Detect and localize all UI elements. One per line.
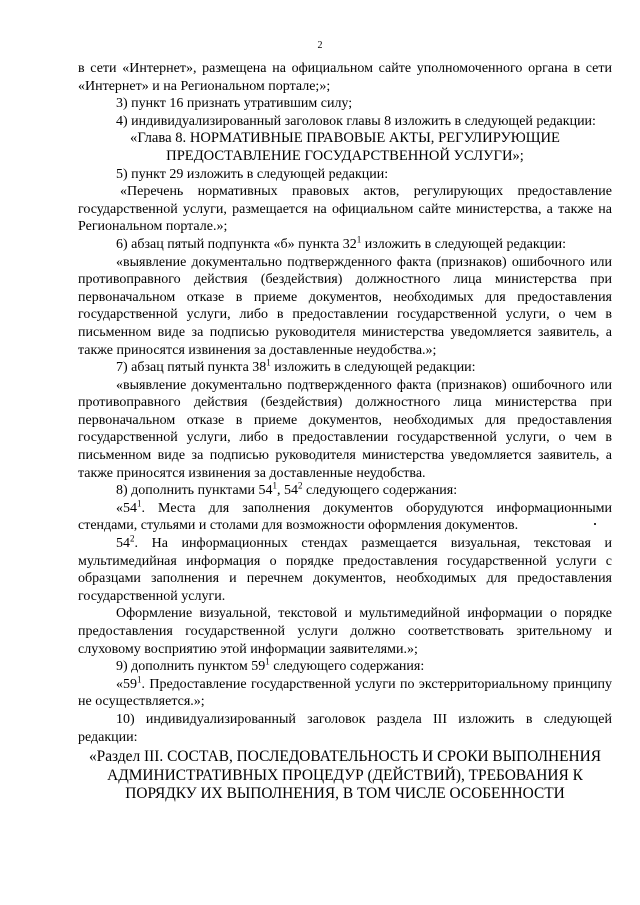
paragraph-item-59-1: «$59^1$. Предоставление государственной услуги по экстерриториальному принципу не осуществляется.»; bbox=[78, 674, 612, 710]
paragraph-item-8: 8) дополнить пунктами $54^1$, $54^2$ следующего содержания: bbox=[116, 480, 458, 499]
paragraph-item-5: 5) пункт 29 изложить в следующей редакции: bbox=[116, 166, 389, 182]
paragraph-item-6-quote: «выявление документально подтвержденного факта (признаков) ошибочного или противоправного действия (бездействия) должностного лица министерства при первоначальном отказе в приеме документов, необходимых для предоставления государственной услуги, либо в предоставлении государственной услуги, о чем в письменном виде за подписью руководителя министерства уведомляется заявитель, а также приносятся извинения за доставленные неудобства.»; bbox=[78, 254, 612, 358]
paragraph-item-5-quote: «Перечень нормативных правовых актов, регулирующих предоставление государственной услуги, размещается на официальном сайте министерства, а также на Региональном портале.»; bbox=[78, 184, 612, 235]
paragraph-item-6: 6) абзац пятый подпункта «б» пункта $32^1$ изложить в следующей редакции: bbox=[116, 234, 567, 252]
paragraph-design-info: Оформление визуальной, текстовой и мультимедийной информации о порядке предоставления государственной услуги должно соответствовать зрительному и слуховому восприятию этой информации заявителями.»; bbox=[78, 606, 612, 657]
paragraph-item-10: 10) индивидуализированный заголовок раздела III изложить в следующей редакции: bbox=[78, 711, 612, 745]
paragraph-continuation: в сети «Интернет», размещена на официальном сайте уполномоченного органа в сети «Интернет» и на Региональном портале;»; bbox=[78, 61, 612, 94]
paragraph-item-7-quote: «выявление документально подтвержденного факта (признаков) ошибочного или противоправного действия (бездействия) должностного лица министерства при первоначальном отказе в приеме документов, необходимых для предоставления государственной услуги, либо в предоставлении государственной услуги, о чем в письменном виде за подписью руководителя министерства уведомляется заявитель, а также приносятся извинения за доставленные неудобства. bbox=[78, 377, 612, 481]
document-body bbox=[78, 60, 612, 803]
chapter-8-heading: «Глава 8. НОРМАТИВНЫЕ ПРАВОВЫЕ АКТЫ, РЕГУЛИРУЮЩИЕ ПРЕДОСТАВЛЕНИЕ ГОСУДАРСТВЕННОЙ УСЛУГИ»; bbox=[130, 130, 560, 164]
paragraph-item-9: 9) дополнить пунктом $59^1$ следующего содержания: bbox=[116, 656, 425, 675]
paragraph-item-7: 7) абзац пятый пункта $38^1$ изложить в следующей редакции: bbox=[116, 357, 476, 376]
paragraph-item-4: 4) индивидуализированный заголовок главы 8 изложить в следующей редакции: bbox=[116, 113, 596, 129]
paragraph-item-3: 3) пункт 16 признать утратившим силу; bbox=[116, 96, 353, 112]
paragraph-item-54-1: «$54^1$. Места для заполнения документов оборудуются информационными стендами, стульями и столами для возможности оформления документов. bbox=[78, 498, 612, 534]
scan-speck bbox=[594, 523, 596, 525]
section-3-heading: «Раздел III. СОСТАВ, ПОСЛЕДОВАТЕЛЬНОСТЬ И СРОКИ ВЫПОЛНЕНИЯ АДМИНИСТРАТИВНЫХ ПРОЦЕДУР (ДЕЙСТВИЙ), ТРЕБОВАНИЯ К ПОРЯДКУ ИХ ВЫПОЛНЕНИЯ, В ТОМ ЧИСЛЕ ОСОБЕННОСТИ bbox=[88, 748, 602, 802]
page-number: 2 bbox=[317, 40, 323, 51]
paragraph-item-54-2: $54^2$. На информационных стендах размещается визуальная, текстовая и мультимедийная информация о порядке предоставления государственной услуги с образцами заполнения и перечнем документов, необходимых для предоставления государственной услуги. bbox=[78, 533, 612, 604]
